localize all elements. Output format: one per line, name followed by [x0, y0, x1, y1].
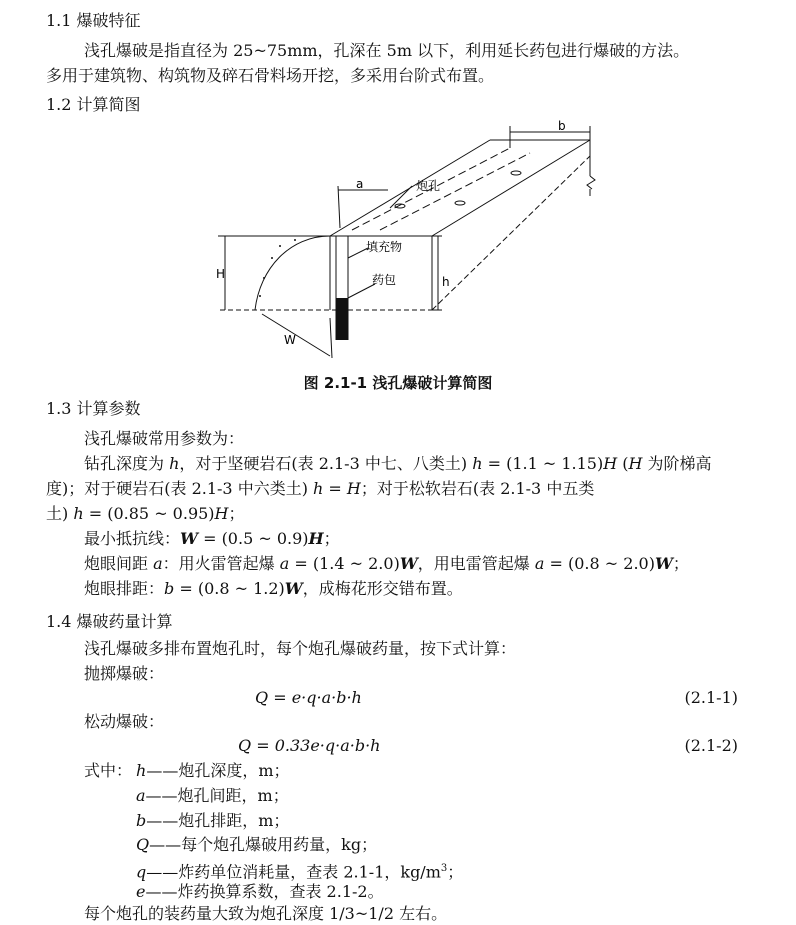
- section-title-1-3: 1.3 计算参数: [46, 399, 141, 418]
- fig-label-W: W: [284, 333, 296, 347]
- def-h: h——炮孔深度，m；: [136, 761, 290, 780]
- calc-last-note: 每个炮孔的装药量大致为炮孔深度 1/3~1/2 左右。: [84, 904, 448, 923]
- charge-block: [336, 298, 348, 340]
- equation-2-1-2: Q = 0.33e·q·a·b·h: [238, 736, 381, 755]
- def-e: e——炸药换算系数，查表 2.1-2。: [136, 882, 384, 901]
- where-label: 式中：: [84, 761, 133, 780]
- params-depth-line-2: 度)；对于硬岩石(表 2.1-3 中六类土) h = H；对于松软岩石(表 2.1-3 中五类: [46, 479, 595, 498]
- params-burden: 最小抵抗线：W = (0.5 ~ 0.9)H；: [84, 529, 340, 548]
- equation-number-2-1-2: (2.1-2): [684, 736, 738, 755]
- def-b: b——炮孔排距，m；: [136, 811, 290, 830]
- params-spacing: 炮眼间距 a：用火雷管起爆 a = (1.4 ~ 2.0)W，用电雷管起爆 a = (0.8 ~ 2.0)W；: [84, 554, 689, 573]
- section-title-1-4: 1.4 爆破药量计算: [46, 612, 173, 631]
- calc-loose-label: 松动爆破：: [84, 712, 165, 731]
- fig-label-h: h: [442, 275, 450, 289]
- paragraph-1-line-1: 浅孔爆破是指直径为 25~75mm，孔深在 5m 以下，利用延长药包进行爆破的方法。: [84, 41, 690, 60]
- fig-label-charge: 药包: [372, 273, 397, 287]
- equation-2-1-1: Q = e·q·a·b·h: [255, 688, 362, 707]
- fig-label-b: b: [558, 119, 566, 133]
- def-a: a——炮孔间距，m；: [136, 786, 289, 805]
- fig-label-a: a: [356, 177, 364, 191]
- params-depth-line-1: 钻孔深度为 h，对于坚硬岩石(表 2.1-3 中七、八类土) h = (1.1 ~ 1.15)H (H 为阶梯高: [84, 454, 712, 473]
- figure-caption: 图 2.1-1 浅孔爆破计算简图: [303, 374, 493, 392]
- params-row-spacing: 炮眼排距：b = (0.8 ~ 1.2)W，成梅花形交错布置。: [84, 579, 463, 598]
- equation-number-2-1-1: (2.1-1): [684, 688, 738, 707]
- section-title-1-2: 1.2 计算简图: [46, 95, 141, 114]
- fig-label-filler: 填充物: [366, 240, 403, 254]
- params-depth-line-3: 土) h = (0.85 ~ 0.95)H；: [46, 504, 245, 523]
- paragraph-1-line-2: 多用于建筑物、构筑物及碎石骨料场开挖，多采用台阶式布置。: [46, 66, 495, 85]
- section-title-1-1: 1.1 爆破特征: [46, 11, 141, 30]
- blasting-diagram: [180, 118, 610, 368]
- calc-intro: 浅孔爆破多排布置炮孔时，每个炮孔爆破药量，按下式计算：: [84, 639, 517, 658]
- params-intro: 浅孔爆破常用参数为：: [84, 429, 245, 448]
- def-Q: Q——每个炮孔爆破用药量，kg；: [136, 835, 378, 854]
- calc-throw-label: 抛掷爆破：: [84, 664, 165, 683]
- fig-label-H: H: [216, 267, 226, 281]
- fig-label-hole: 炮孔: [416, 179, 441, 193]
- def-q: q——炸药单位消耗量，查表 2.1-1，$kg/m^3$；: [136, 862, 464, 882]
